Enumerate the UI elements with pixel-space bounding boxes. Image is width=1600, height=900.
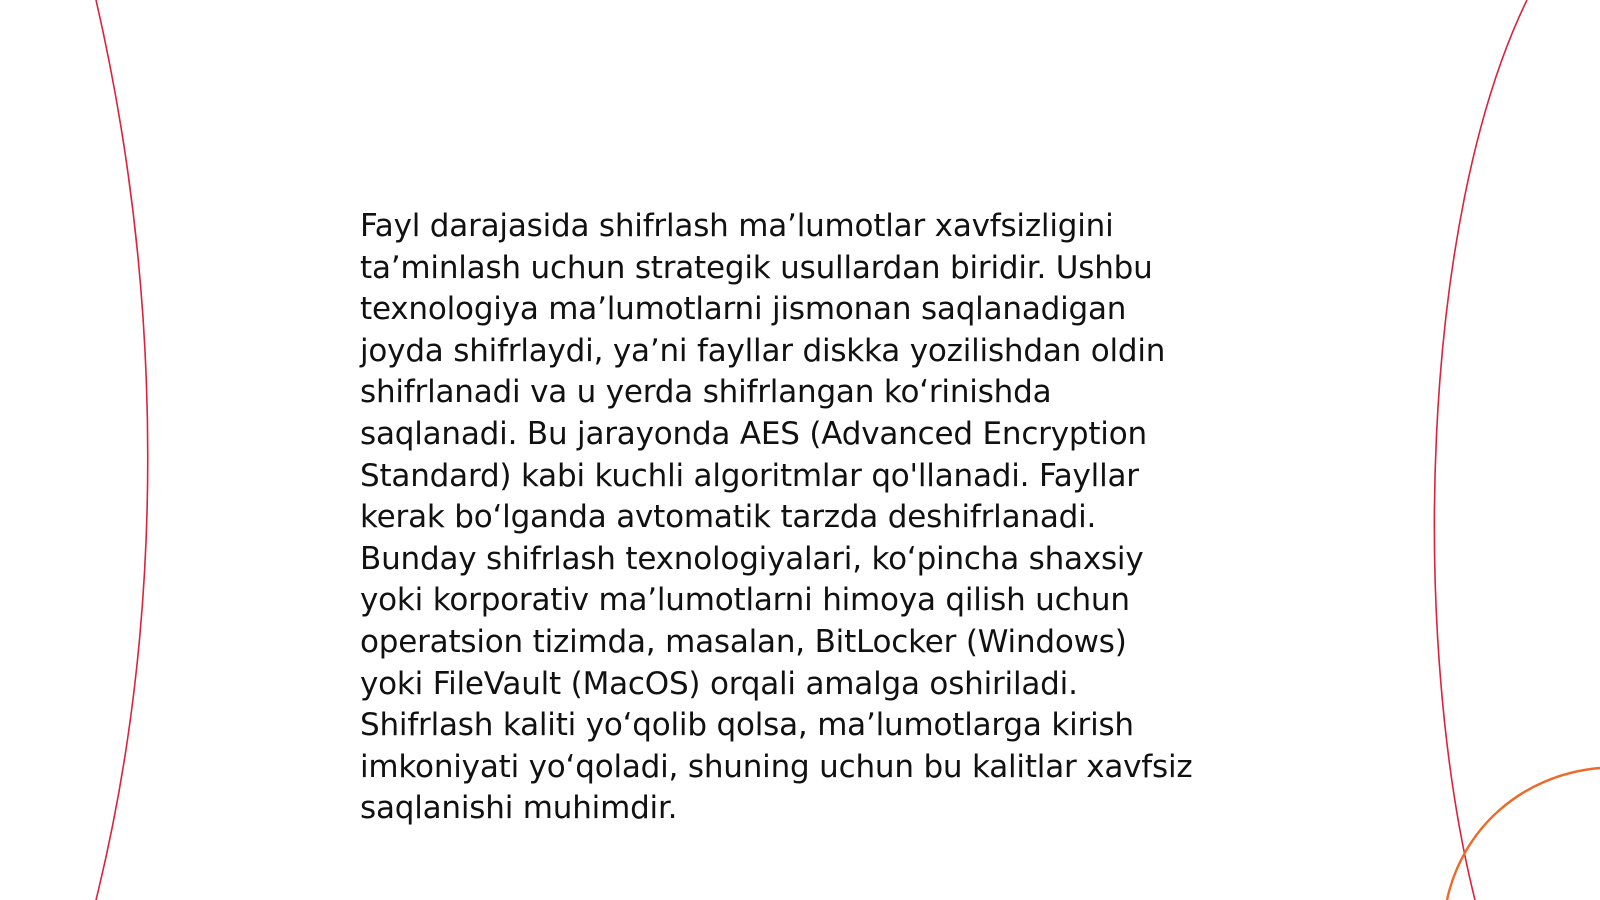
- paragraph-line: saqlanishi muhimdir.: [360, 790, 678, 827]
- paragraph-line: saqlanadi. Bu jarayonda AES (Advanced Encryption: [360, 415, 1147, 452]
- right-curve-line: [1434, 0, 1527, 900]
- paragraph-line: operatsion tizimda, masalan, BitLocker (Windows): [360, 623, 1127, 660]
- paragraph-line: shifrlanadi va u yerda shifrlangan koʻrinishda: [360, 374, 1052, 411]
- paragraph-line: Shifrlash kaliti yoʻqolib qolsa, maʼlumotlarga kirish: [360, 707, 1134, 744]
- paragraph-line: Standard) kabi kuchli algoritmlar qo'llanadi. Fayllar: [360, 457, 1139, 494]
- paragraph-line: texnologiya maʼlumotlarni jismonan saqlanadigan: [360, 291, 1127, 328]
- paragraph-line: Bunday shifrlash texnologiyalari, koʻpincha shaxsiy: [360, 540, 1144, 577]
- paragraph-line: joyda shifrlaydi, yaʼni fayllar diskka yozilishdan oldin: [360, 332, 1166, 369]
- paragraph-line: yoki FileVault (MacOS) orqali amalga oshiriladi.: [360, 665, 1078, 702]
- paragraph-line: yoki korporativ maʼlumotlarni himoya qilish uchun: [360, 582, 1130, 619]
- body-paragraph: [360, 206, 1260, 830]
- paragraph-line: kerak boʻlganda avtomatik tarzda deshifrlanadi.: [360, 499, 1097, 536]
- paragraph-line: taʼminlash uchun strategik usullardan biridir. Ushbu: [360, 249, 1153, 286]
- paragraph-line: Fayl darajasida shifrlash maʼlumotlar xavfsizligini: [360, 208, 1114, 244]
- left-curve-line: [96, 0, 148, 900]
- paragraph-line: imkoniyati yoʻqoladi, shuning uchun bu kalitlar xavfsiz: [360, 748, 1193, 785]
